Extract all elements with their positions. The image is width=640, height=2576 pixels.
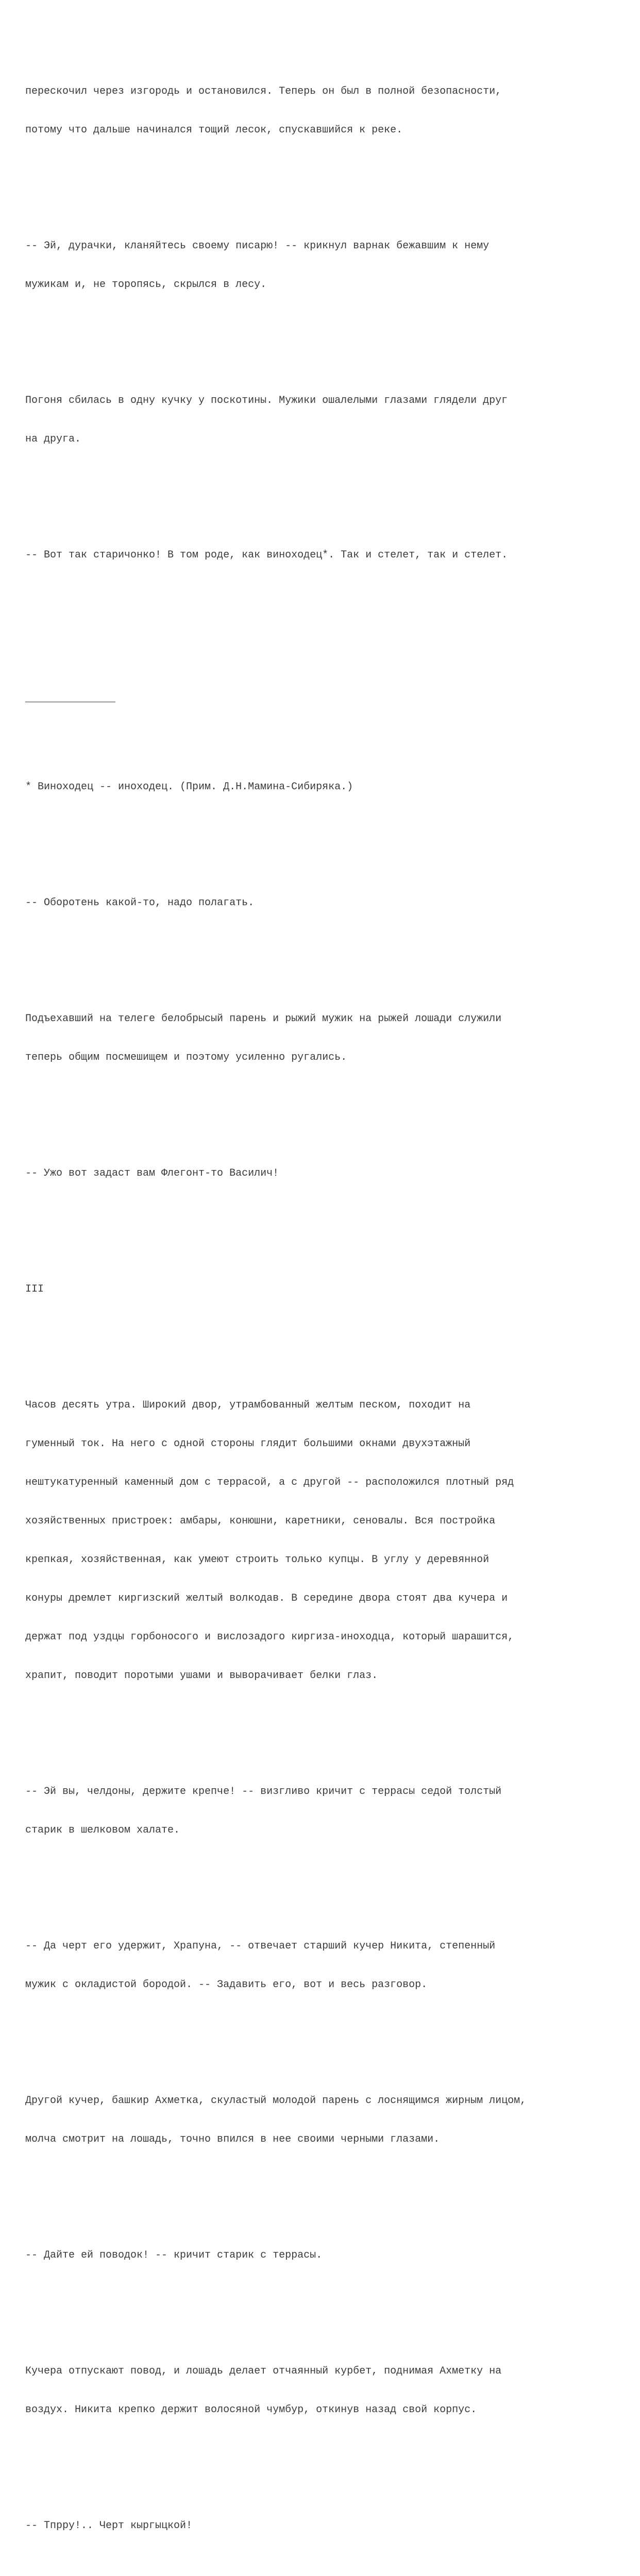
paragraph [25, 1141, 628, 1206]
text-line: -- Тпрру!.. Черт кыргыцкой! [25, 2520, 193, 2532]
text-line: -- Вот так старичонко! В том роде, как виноходец*. Так и стелет, так и стелет. [25, 549, 508, 561]
text-line: нештукатуренный каменный дом с террасой, а с другой -- расположился плотный ряд [25, 1477, 514, 1488]
text-line: Подъехавший на телеге белобрысый парень и рыжий мужик на рыжей лошади служили [25, 1013, 502, 1025]
text-line: -- Дайте ей поводок! -- кричит старик с террасы. [25, 2249, 323, 2261]
chapter-heading [25, 1257, 628, 1321]
paragraph [25, 2069, 628, 2172]
text-line: -- Эй, дурачки, кланяйтесь своему писарю! -- крикнул варнак бежавшим к нему [25, 240, 490, 252]
spacer [25, 639, 628, 652]
text-line: потому что дальше начинался тощий лесок, спускавшийся к реке. [25, 124, 403, 136]
document-page [25, 21, 628, 2576]
text-line: конуры дремлет киргизский желтый волкодав. В середине двора стоят два кучера и [25, 1592, 508, 1604]
paragraph [25, 1373, 628, 1708]
footnote-separator [25, 690, 628, 703]
text-line: Часов десять утра. Широкий двор, утрамбованный желтым песком, походит на [25, 1399, 471, 1411]
paragraph [25, 987, 628, 1090]
paragraph [25, 59, 628, 162]
text-line: хозяйственных пристроек: амбары, конюшни, каретники, сеновалы. Вся постройка [25, 1515, 496, 1527]
text-line: молча смотрит на лошадь, точно впился в нее своими черными глазами. [25, 2133, 440, 2145]
paragraph [25, 523, 628, 587]
text-line: -- Оборотень какой-то, надо полагать. [25, 897, 255, 909]
paragraph [25, 2339, 628, 2442]
text-line: крепкая, хозяйственная, как умеют строить только купцы. В углу у деревянной [25, 1554, 490, 1566]
text-line: Кучера отпускают повод, и лошадь делает отчаянный курбет, поднимая Ахметку на [25, 2365, 502, 2377]
paragraph [25, 214, 628, 317]
footnote [25, 755, 628, 819]
text-line: -- Эй вы, челдоны, держите крепче! -- визгливо кричит с террасы седой толстый [25, 1786, 502, 1798]
text-line: храпит, поводит поротыми ушами и выворачивает белки глаз. [25, 1670, 378, 1682]
text-line: мужик с окладистой бородой. -- Задавить его, вот и весь разговор. [25, 1979, 428, 1991]
text-line: гуменный ток. На него с одной стороны глядит большими окнами двухэтажный [25, 1438, 471, 1450]
paragraph [25, 871, 628, 935]
paragraph [25, 368, 628, 471]
text-line: теперь общим посмешищем и поэтому усиленно ругались. [25, 1052, 347, 1063]
chapter-number: III [25, 1283, 44, 1295]
text-line: мужикам и, не торопясь, скрылся в лесу. [25, 279, 267, 291]
text-line: Другой кучер, башкир Ахметка, скуластый молодой парень с лоснящимся жирным лицом, [25, 2095, 527, 2107]
text-line: -- Ужо вот задаст вам Флегонт-то Василич! [25, 1167, 279, 1179]
text-line: воздух. Никита крепко держит волосяной чумбур, откинув назад свой корпус. [25, 2404, 477, 2416]
text-line: на друга. [25, 433, 81, 445]
text-line: старик в шелковом халате. [25, 1824, 180, 1836]
paragraph [25, 1914, 628, 2017]
footnote-text: * Виноходец -- иноходец. (Прим. Д.Н.Мамина-Сибиряка.) [25, 781, 353, 793]
paragraph [25, 1759, 628, 1862]
paragraph [25, 2223, 628, 2287]
text-line: Погоня сбилась в одну кучку у поскотины. Мужики ошалелыми глазами глядели друг [25, 395, 508, 406]
paragraph [25, 2494, 628, 2558]
text-line: перескочил через изгородь и остановился. Теперь он был в полной безопасности, [25, 86, 502, 97]
text-line: -- Да черт его удержит, Храпуна, -- отвечает старший кучер Никита, степенный [25, 1940, 496, 1952]
text-line: держат под уздцы горбоносого и вислозадого киргиза-иноходца, который шарашится, [25, 1631, 514, 1643]
